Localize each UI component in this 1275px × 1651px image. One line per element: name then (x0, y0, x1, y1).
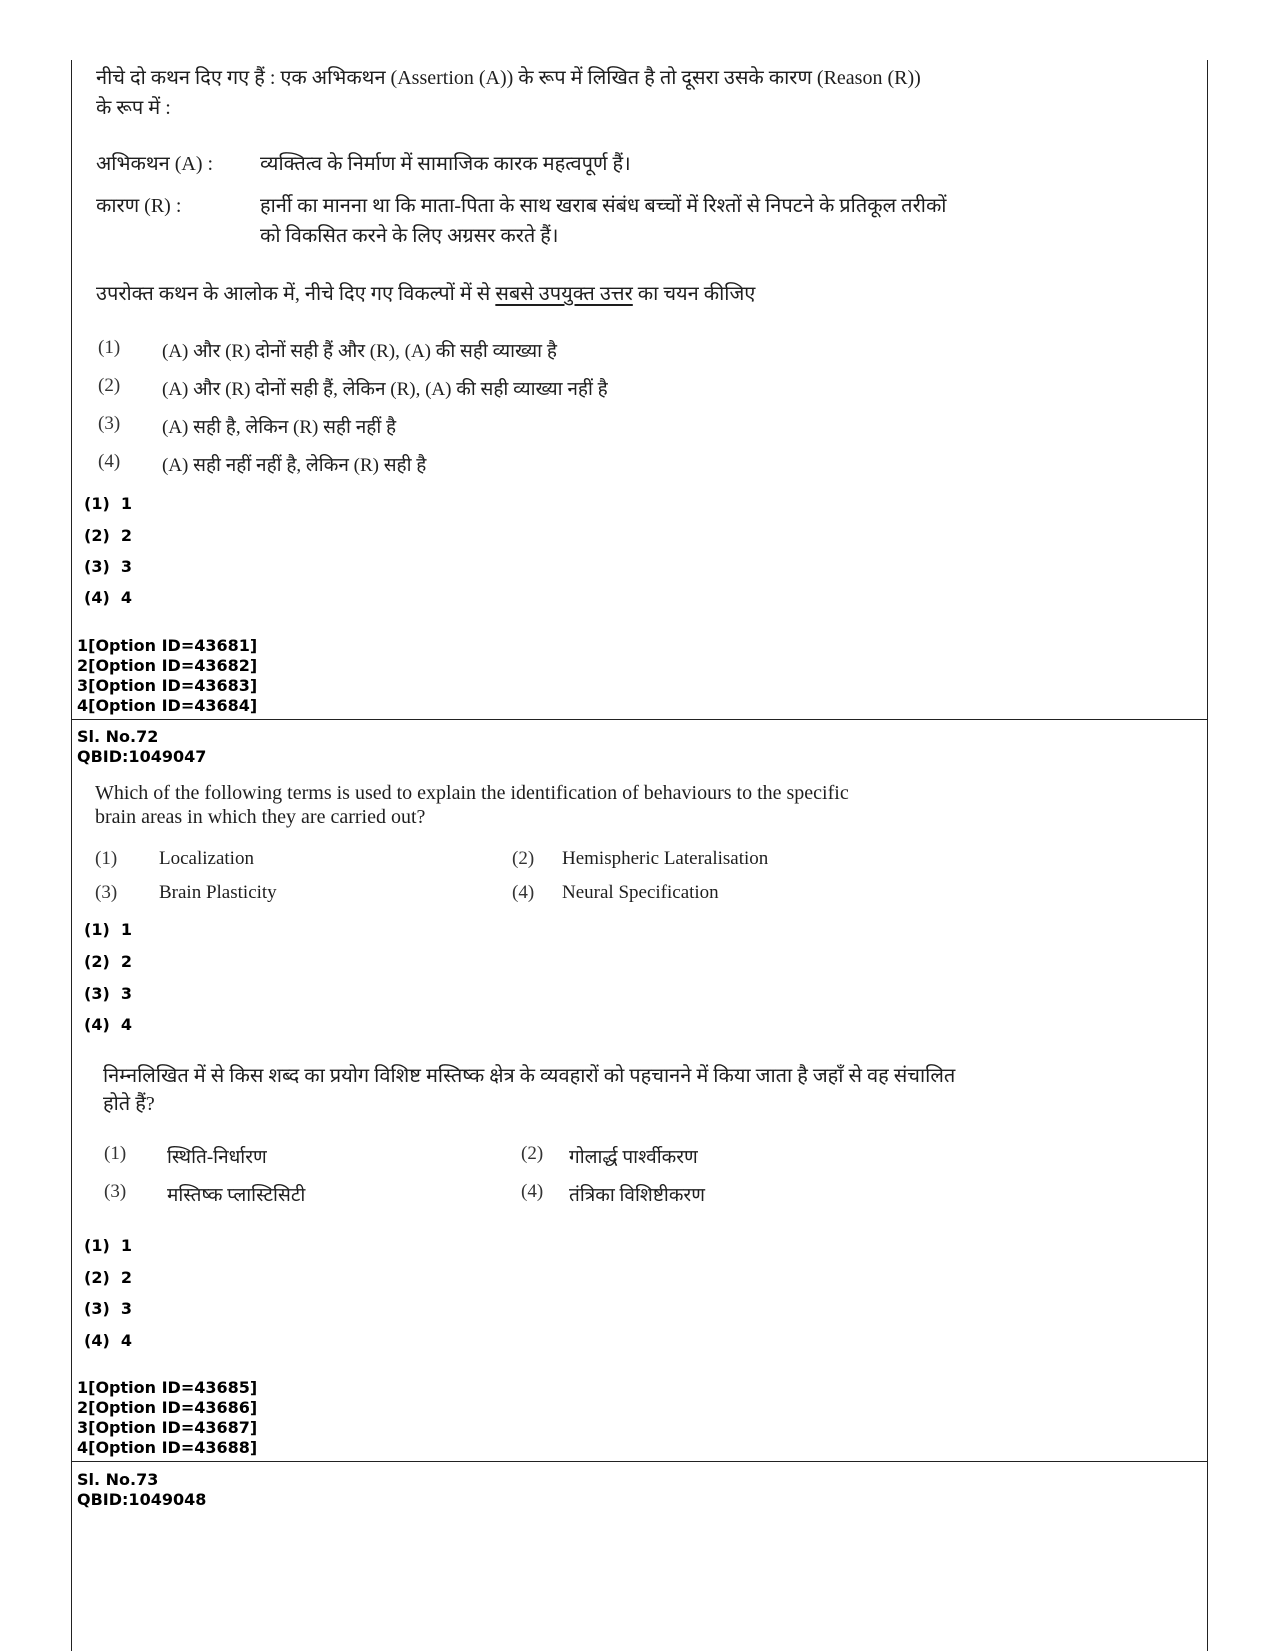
q71-instruction (96, 280, 755, 308)
q72-hi-choice-no: (2) (521, 1143, 544, 1164)
q72-hi-answer-option[interactable]: (2) 2 (84, 1268, 133, 1287)
q72-en-choice-no: (2) (512, 848, 535, 869)
q71-instruction-pre: उपरोक्त कथन के आलोक में, नीचे दिए गए विकल्पों में से (96, 283, 496, 305)
q71-choice-no: (4) (98, 451, 121, 472)
q71-choice-text: (A) और (R) दोनों सही हैं और (R), (A) की सही व्याख्या है (162, 341, 557, 362)
q72-qbid: QBID:1049047 (77, 747, 207, 766)
q71-instruction-underlined: सबसे उपयुक्त उत्तर (495, 283, 633, 305)
q71-instruction-post: का चयन कीजिए (632, 283, 756, 305)
q71-reason-line1: हार्नी का मानना था कि माता-पिता के साथ खराब संबंध बच्चों में रिश्तों से निपटने के प्रतिकूल तरीकों (260, 195, 947, 217)
q71-choice-text: (A) सही नहीं नहीं है, लेकिन (R) सही है (162, 455, 427, 476)
q72-hi-answer-option[interactable]: (3) 3 (84, 1299, 133, 1318)
q73-sl-no: Sl. No.73 (77, 1470, 159, 1489)
q71-option-id: 2[Option ID=43682] (77, 656, 258, 675)
q72-en-answer-option[interactable]: (2) 2 (84, 952, 133, 971)
q71-choice-no: (3) (98, 413, 121, 434)
q72-hi-choice-text: मस्तिष्क प्लास्टिसिटी (167, 1185, 306, 1206)
q71-choice-text: (A) सही है, लेकिन (R) सही नहीं है (162, 417, 397, 438)
q71-assertion-label: अभिकथन (A) : (96, 153, 214, 175)
q71-choice-text: (A) और (R) दोनों सही हैं, लेकिन (R), (A) की सही व्याख्या नहीं है (162, 379, 608, 400)
question-divider (71, 719, 1208, 720)
q71-answer-option[interactable]: (1) 1 (84, 494, 133, 513)
q72-en-choice-no: (3) (95, 882, 118, 903)
q73-qbid: QBID:1049048 (77, 1490, 207, 1509)
q72-hi-answer-option[interactable]: (4) 4 (84, 1331, 133, 1350)
q72-hi-choice-no: (1) (104, 1143, 127, 1164)
q72-en-line2: brain areas in which they are carried out? (95, 806, 426, 828)
q72-hi-choice-no: (3) (104, 1181, 127, 1202)
q71-intro-line1: नीचे दो कथन दिए गए हैं : एक अभिकथन (Assertion (A)) के रूप में लिखित है तो दूसरा उसके कारण (Reason (R)) (96, 67, 921, 89)
q72-en-choice-text: Brain Plasticity (159, 882, 277, 903)
q71-choice-no: (2) (98, 375, 121, 396)
q71-answer-option[interactable]: (4) 4 (84, 588, 133, 607)
q72-hi-choice-no: (4) (521, 1181, 544, 1202)
q72-en-choice-text: Localization (159, 848, 254, 869)
question-divider (71, 1461, 1208, 1462)
q71-intro-line2: के रूप में : (96, 97, 171, 119)
q71-option-id: 1[Option ID=43681] (77, 636, 258, 655)
q72-hi-line1: निम्नलिखित में से किस शब्द का प्रयोग विशिष्ट मस्तिष्क क्षेत्र के व्यवहारों को पहचानने में किया जाता है जहाँ से वह संचालित (103, 1065, 956, 1087)
q71-option-id: 4[Option ID=43684] (77, 696, 258, 715)
q72-en-answer-option[interactable]: (3) 3 (84, 984, 133, 1003)
q72-hi-choice-text: गोलार्द्ध पार्श्वीकरण (569, 1147, 698, 1168)
q72-en-answer-option[interactable]: (4) 4 (84, 1015, 133, 1034)
q71-answer-option[interactable]: (2) 2 (84, 526, 133, 545)
q72-en-choice-no: (4) (512, 882, 535, 903)
q71-reason-label: कारण (R) : (96, 195, 182, 217)
q72-en-choice-no: (1) (95, 848, 118, 869)
q72-hi-choice-text: तंत्रिका विशिष्टीकरण (569, 1185, 705, 1206)
q72-hi-choice-text: स्थिति-निर्धारण (167, 1147, 267, 1168)
q71-option-id: 3[Option ID=43683] (77, 676, 258, 695)
q72-en-line1: Which of the following terms is used to explain the identification of behaviours to the specific (95, 782, 849, 804)
q72-en-choice-text: Hemispheric Lateralisation (562, 848, 769, 869)
q72-option-id: 3[Option ID=43687] (77, 1418, 258, 1437)
q71-answer-option[interactable]: (3) 3 (84, 557, 133, 576)
q71-choice-no: (1) (98, 337, 121, 358)
q72-option-id: 1[Option ID=43685] (77, 1378, 258, 1397)
q72-hi-line2: होते हैं? (103, 1093, 155, 1115)
q72-hi-answer-option[interactable]: (1) 1 (84, 1236, 133, 1255)
q72-en-answer-option[interactable]: (1) 1 (84, 920, 133, 939)
q72-option-id: 4[Option ID=43688] (77, 1438, 258, 1457)
q72-option-id: 2[Option ID=43686] (77, 1398, 258, 1417)
q72-sl-no: Sl. No.72 (77, 727, 159, 746)
q71-assertion-text: व्यक्तित्व के निर्माण में सामाजिक कारक महत्वपूर्ण हैं। (260, 153, 631, 175)
q71-reason-line2: को विकसित करने के लिए अग्रसर करते हैं। (260, 225, 559, 247)
q72-en-choice-text: Neural Specification (562, 882, 719, 903)
